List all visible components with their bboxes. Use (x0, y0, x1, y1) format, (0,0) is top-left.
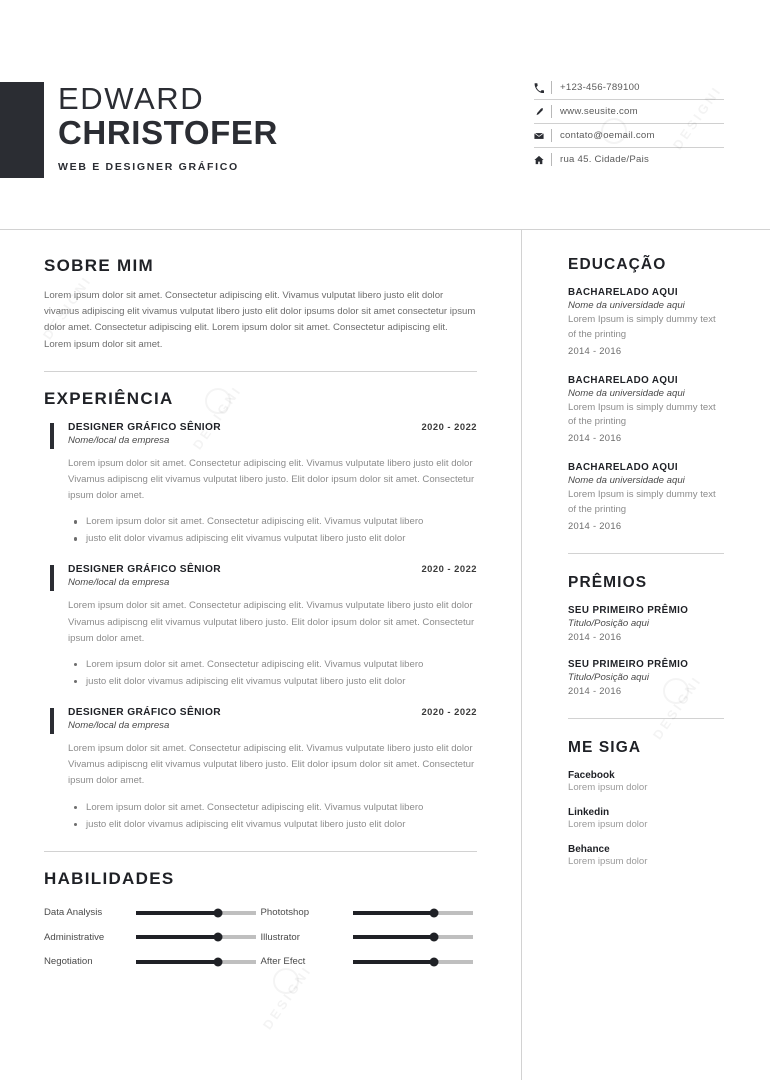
experience-bullet: justo elit dolor vivamus adipiscing elit vivamus vulputat libero justo elit dolor (86, 673, 477, 690)
award-date: 2014 - 2016 (568, 684, 622, 696)
experience-bullets (68, 799, 477, 833)
education-school: Nome da universidade aqui (568, 475, 685, 487)
skill-slider[interactable] (136, 935, 256, 939)
right-column (521, 230, 770, 974)
award-name: SEU PRIMEIRO PRÊMIO (568, 658, 689, 670)
contact-row-phone[interactable] (534, 76, 724, 100)
section-about (44, 256, 477, 353)
experience-title: EXPERIÊNCIA (44, 388, 174, 408)
experience-date: 2020 - 2022 (421, 706, 477, 718)
skills-column-right (261, 901, 478, 975)
skill-row (44, 950, 261, 975)
skill-knob[interactable] (430, 908, 439, 917)
last-name: CHRISTOFER (58, 114, 278, 151)
skill-knob[interactable] (213, 933, 222, 942)
contact-separator (551, 105, 552, 118)
experience-role: DESIGNER GRÁFICO SÊNIOR (68, 421, 221, 433)
experience-company: Nome/local da empresa (68, 720, 170, 732)
education-degree: BACHARELADO AQUI (568, 374, 678, 386)
contact-address-text: rua 45. Cidade/Pais (560, 154, 650, 165)
contact-row-email[interactable] (534, 124, 724, 148)
experience-item (44, 563, 477, 690)
social-network-name: Facebook (568, 769, 615, 781)
job-title: WEB E DESIGNER GRÁFICO (58, 161, 239, 173)
skill-fill (136, 935, 218, 939)
skill-label: Administrative (44, 931, 105, 943)
contact-row-website[interactable] (534, 100, 724, 124)
education-school: Nome da universidade aqui (568, 300, 685, 311)
contact-separator (551, 129, 552, 142)
education-awards-divider (568, 553, 724, 554)
experience-role: DESIGNER GRÁFICO SÊNIOR (68, 707, 221, 719)
skill-row (44, 925, 261, 950)
skills-column-left (44, 901, 261, 975)
experience-bullet: Lorem ipsum dolor sit amet. Consectetur adipiscing elit. Vivamus vulputat libero (86, 656, 477, 673)
section-awards (568, 574, 724, 696)
skill-slider[interactable] (353, 911, 473, 915)
experience-accent-bar (50, 565, 54, 591)
social-network-name: Linkedin (568, 806, 610, 818)
first-name: EDWARD (58, 81, 205, 116)
social-item-linkedin[interactable] (568, 807, 724, 830)
social-item-facebook[interactable] (568, 770, 724, 793)
skills-title: HABILIDADES (44, 868, 175, 888)
experience-company: Nome/local da empresa (68, 577, 170, 589)
social-handle: Lorem ipsum dolor (568, 818, 648, 830)
accent-square (0, 82, 44, 178)
contact-list (534, 76, 724, 171)
section-education (568, 256, 724, 531)
experience-accent-bar (50, 423, 54, 449)
skill-row (261, 925, 478, 950)
social-handle: Lorem ipsum dolor (568, 855, 648, 867)
experience-bullet: justo elit dolor vivamus adipiscing elit vivamus vulputat libero justo elit dolor (86, 816, 477, 833)
social-network-name: Behance (568, 843, 610, 855)
education-date: 2014 - 2016 (568, 432, 622, 444)
about-experience-divider (44, 371, 477, 372)
envelope-icon (534, 131, 551, 141)
experience-date: 2020 - 2022 (421, 420, 477, 432)
experience-role: DESIGNER GRÁFICO SÊNIOR (68, 564, 221, 576)
experience-bullets (68, 513, 477, 547)
social-title: ME SIGA (568, 738, 642, 756)
skill-knob[interactable] (213, 957, 222, 966)
education-title: EDUCAÇÃO (568, 256, 667, 273)
education-description: Lorem Ipsum is simply dummy text of the printing (568, 314, 716, 340)
section-experience (44, 389, 477, 833)
education-school: Nome da universidade aqui (568, 387, 685, 399)
skill-fill (353, 911, 435, 915)
skill-knob[interactable] (213, 908, 222, 917)
skill-fill (353, 935, 435, 939)
education-degree: BACHARELADO AQUI (568, 287, 678, 298)
contact-website-text: www.seusite.com (560, 106, 638, 117)
social-handle: Lorem ipsum dolor (568, 781, 648, 793)
skill-knob[interactable] (430, 957, 439, 966)
skill-label: Phototshop (260, 907, 310, 919)
skill-slider[interactable] (136, 960, 256, 964)
awards-social-divider (568, 718, 724, 719)
award-role: Titulo/Posição aqui (568, 671, 649, 683)
experience-bullets (68, 656, 477, 690)
resume-header (0, 0, 770, 229)
skill-slider[interactable] (353, 960, 473, 964)
skill-row (261, 901, 478, 926)
social-item-behance[interactable] (568, 844, 724, 867)
skill-label: After Efect (260, 956, 306, 968)
skill-fill (353, 960, 435, 964)
experience-item (44, 421, 477, 548)
award-date: 2014 - 2016 (568, 630, 622, 642)
experience-accent-bar (50, 708, 54, 734)
education-item (568, 287, 724, 356)
experience-description: Lorem ipsum dolor sit amet. Consectetur adipiscing elit. Vivamus vulputate libero justo elit dolor Vivamus adipiscng elit vivamus vulputat libero justo. Elit dolor ipsum dolor sit amet. Consectetur ipsum dolor amet. (68, 600, 475, 644)
home-icon (534, 155, 551, 165)
skill-fill (136, 960, 218, 964)
education-degree: BACHARELADO AQUI (568, 462, 678, 474)
skill-label: Data Analysis (44, 907, 103, 919)
contact-separator (551, 81, 552, 94)
experience-bullet: Lorem ipsum dolor sit amet. Consectetur adipiscing elit. Vivamus vulputat libero (86, 513, 477, 530)
education-date: 2014 - 2016 (568, 344, 622, 356)
award-role: Titulo/Posição aqui (568, 617, 649, 629)
experience-date: 2020 - 2022 (421, 563, 477, 575)
education-description: Lorem Ipsum is simply dummy text of the printing (568, 489, 716, 515)
contact-phone-text: +123-456-789100 (560, 82, 640, 93)
phone-icon (534, 83, 551, 93)
experience-bullet: Lorem ipsum dolor sit amet. Consectetur adipiscing elit. Vivamus vulputat libero (86, 799, 477, 816)
skill-slider[interactable] (136, 911, 256, 915)
contact-row-address[interactable] (534, 148, 724, 171)
left-column (0, 230, 521, 974)
awards-title: PRÊMIOS (568, 573, 648, 591)
experience-company: Nome/local da empresa (68, 434, 170, 446)
skill-label: Illustrator (260, 931, 300, 943)
award-name: SEU PRIMEIRO PRÊMIO (568, 604, 689, 616)
contact-email-text: contato@oemail.com (560, 130, 655, 141)
education-description: Lorem Ipsum is simply dummy text of the printing (568, 401, 716, 428)
award-item (568, 659, 724, 696)
contact-separator (551, 153, 552, 166)
education-date: 2014 - 2016 (568, 519, 622, 531)
education-item (568, 462, 724, 531)
section-social (568, 739, 724, 867)
resume-body (0, 230, 770, 974)
experience-description: Lorem ipsum dolor sit amet. Consectetur adipiscing elit. Vivamus vulputate libero justo elit dolor Vivamus adipiscng elit vivamus vulputat libero justo. Elit dolor ipsum dolor sit amet. Consectetur ipsum dolor amet. (68, 457, 475, 502)
award-item (568, 605, 724, 642)
skill-fill (136, 911, 218, 915)
section-skills (44, 869, 477, 975)
about-text: Lorem ipsum dolor sit amet. Consectetur adipiscing elit. Vivamus vulputat libero justo elit dolor vivamus adipiscing elit vivamus vulputat libero justo elit dolor ipsums dolor sit amet consectetur ipsum dolor amet. Consectetur adipiscing elit. Lorem ipsum dolor sit amet. Consectetur adipiscing elit. Lorem ipsum dolor sit amet. (44, 290, 476, 350)
experience-description: Lorem ipsum dolor sit amet. Consectetur adipiscing elit. Vivamus vulputate libero justo elit dolor Vivamus adipiscng elit vivamus vulputat libero justo. Elit dolor ipsum dolor sit amet. Consectetur ipsum dolor amet. (68, 743, 475, 787)
skill-slider[interactable] (353, 935, 473, 939)
experience-skills-divider (44, 851, 477, 852)
experience-bullet: justo elit dolor vivamus adipiscing elit vivamus vulputat libero justo elit dolor (86, 530, 477, 547)
skill-row (44, 901, 261, 926)
experience-item (44, 706, 477, 833)
link-icon (534, 107, 551, 117)
education-item (568, 375, 724, 444)
skill-knob[interactable] (430, 933, 439, 942)
skill-label: Negotiation (44, 956, 93, 968)
skill-row (261, 950, 478, 975)
about-title: SOBRE MIM (44, 256, 154, 275)
